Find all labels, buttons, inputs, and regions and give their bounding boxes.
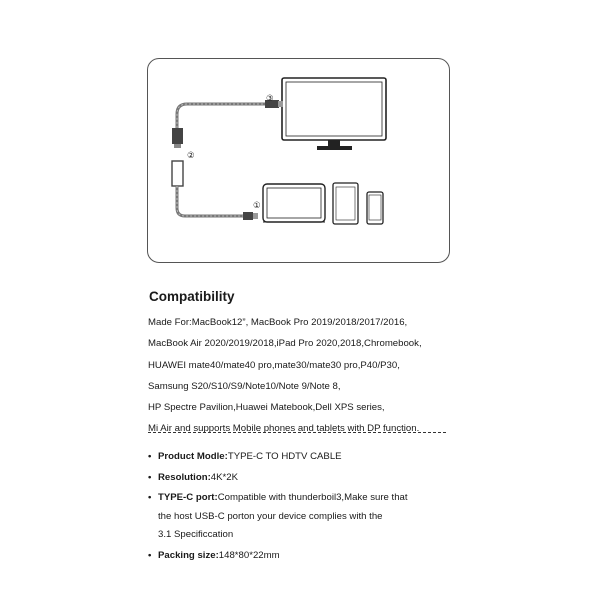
spec-key: Product Modle: — [158, 451, 228, 462]
dashed-divider — [148, 432, 446, 433]
spec-key: Resolution: — [158, 471, 211, 483]
spec-value: 4K*2K — [210, 471, 238, 483]
laptop-icon — [263, 184, 325, 222]
spec-type-c-port — [148, 489, 458, 545]
tablet-icon — [333, 183, 358, 224]
bullet: • — [148, 471, 152, 483]
compatibility-heading: Compatibility — [149, 289, 235, 304]
spec-value: 148*80*22mm — [218, 549, 280, 561]
spec-resolution — [148, 469, 458, 488]
spec-product-model — [148, 448, 458, 467]
spec-continuation: 3.1 Specificcation — [158, 529, 234, 540]
compat-line: MacBook Air 2020/2019/2018,iPad Pro 2020,2018,Chromebook, — [148, 338, 422, 350]
spec-value: Compatible with thunderboil3,Make sure that — [217, 492, 408, 503]
label-2: ② — [187, 151, 195, 161]
spec-key: TYPE-C port: — [158, 492, 218, 503]
spec-list — [148, 448, 458, 565]
bullet: • — [148, 492, 152, 503]
label-3: ③ — [266, 94, 274, 104]
compat-line: HUAWEI mate40/mate40 pro,mate30/mate30 pro,P40/P30, — [148, 359, 400, 371]
bullet: • — [148, 451, 152, 462]
connection-diagram — [147, 58, 450, 263]
monitor-icon — [282, 78, 386, 150]
compat-line: Mi Air and supports Mobile phones and tablets with DP function. — [148, 423, 420, 435]
label-1: ① — [253, 201, 261, 211]
spec-key: Packing size: — [158, 549, 219, 561]
compatibility-list — [148, 312, 468, 440]
spec-packing-size — [148, 547, 458, 566]
spec-value: TYPE-C TO HDTV CABLE — [227, 451, 342, 462]
compat-line: HP Spectre Pavilion,Huawei Matebook,Dell XPS series, — [148, 402, 385, 414]
bullet: • — [148, 549, 152, 561]
compat-line: Made For:MacBook12”, MacBook Pro 2019/2018/2017/2016, — [148, 317, 408, 328]
compat-line: Samsung S20/S10/S9/Note10/Note 9/Note 8, — [148, 380, 341, 392]
spec-continuation: the host USB-C porton your device complies with the — [158, 510, 383, 522]
phone-icon — [367, 192, 383, 224]
